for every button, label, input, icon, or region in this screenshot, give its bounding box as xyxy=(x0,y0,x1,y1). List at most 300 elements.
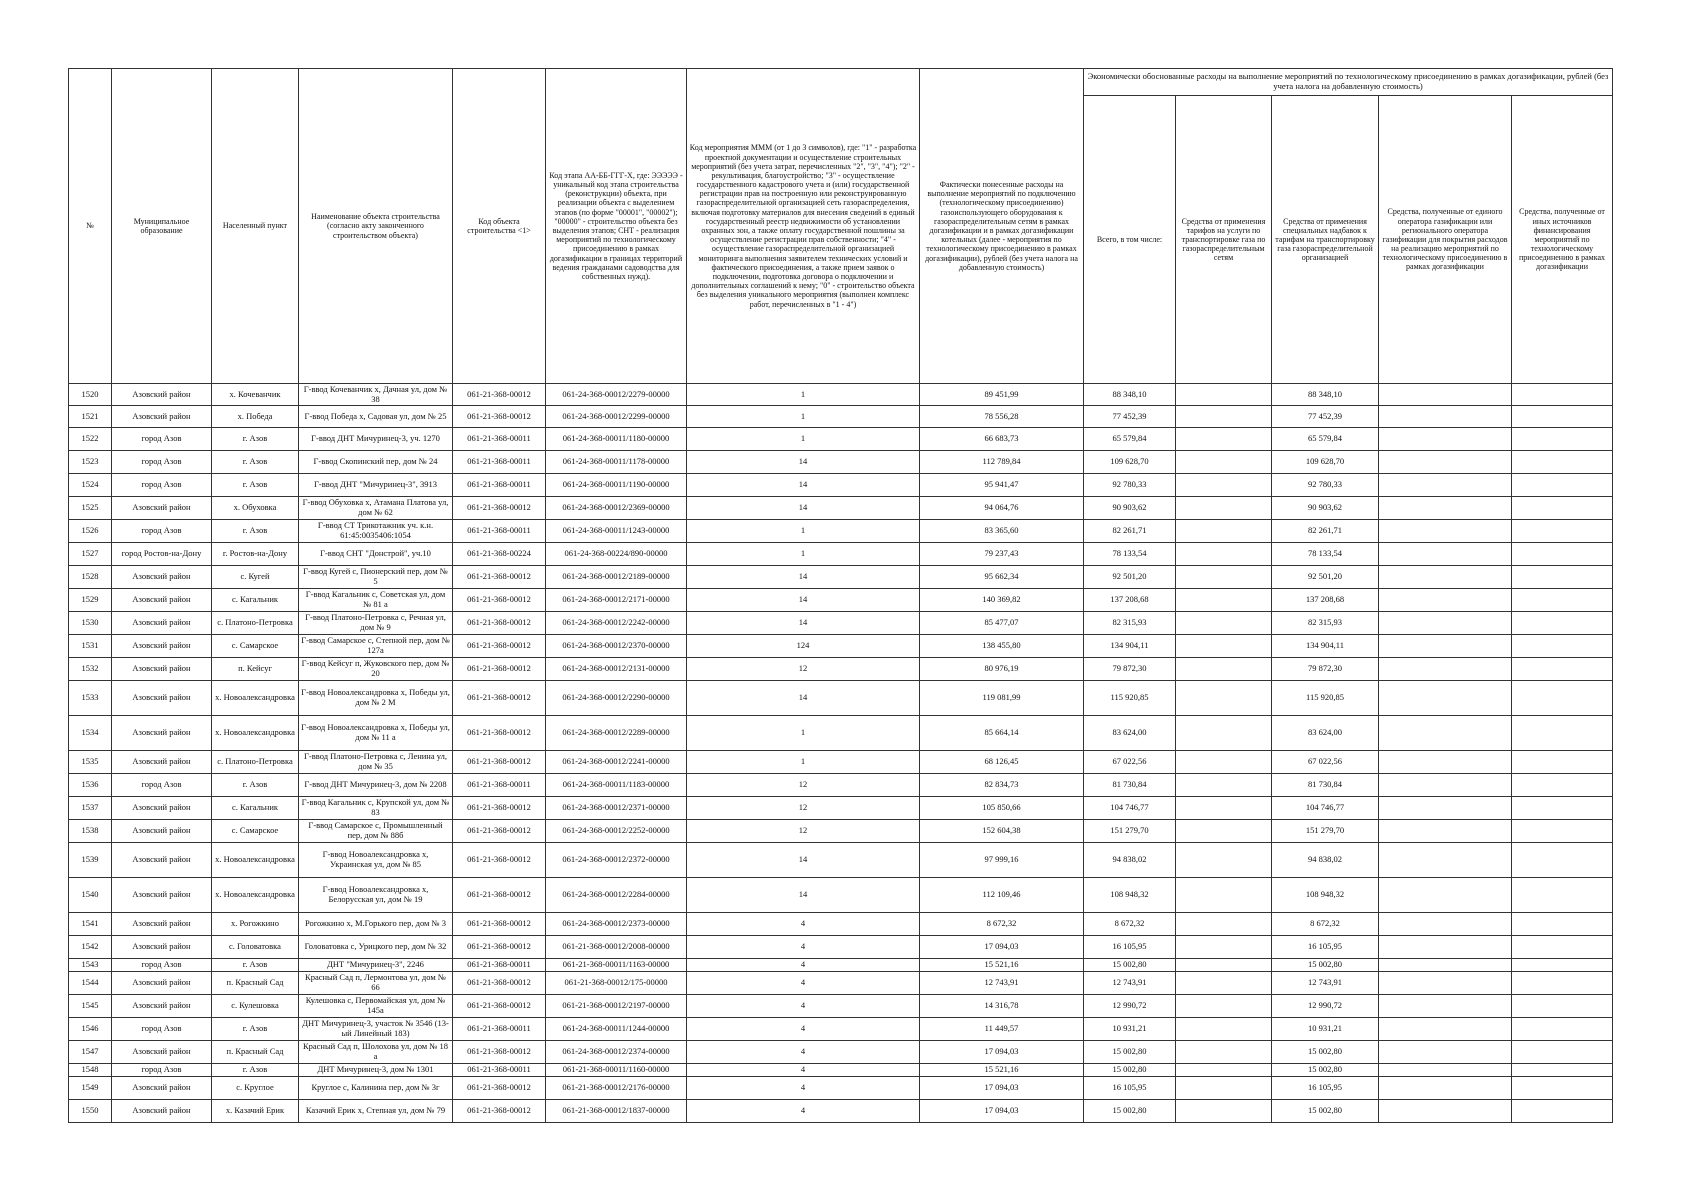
cell-object-code: 061-21-368-00011 xyxy=(453,451,546,474)
cell-object-name: Казачий Ерик х, Степная ул, дом № 79 xyxy=(299,1100,453,1123)
cell-stage-code: 061-24-368-00011/1243-00000 xyxy=(546,520,687,543)
table-row xyxy=(69,681,1613,716)
cell-municipality: Азовский район xyxy=(112,1077,212,1100)
cell-municipality: Азовский район xyxy=(112,635,212,658)
cell-actual-costs: 17 094,03 xyxy=(920,936,1084,959)
cell-actual-costs: 97 999,16 xyxy=(920,843,1084,878)
table-row xyxy=(69,716,1613,751)
cell-municipality: Азовский район xyxy=(112,589,212,612)
cell-municipality: Азовский район xyxy=(112,995,212,1018)
cell-num: 1549 xyxy=(69,1077,112,1100)
cell-tariffs xyxy=(1176,913,1272,936)
cell-num: 1535 xyxy=(69,751,112,774)
header-municipality: Муниципальное образование xyxy=(112,69,212,384)
cell-other xyxy=(1512,913,1613,936)
cell-municipality: Азовский район xyxy=(112,658,212,681)
cell-operator xyxy=(1379,959,1512,972)
cell-other xyxy=(1512,658,1613,681)
cell-actual-costs: 85 664,14 xyxy=(920,716,1084,751)
cell-object-code: 061-21-368-00011 xyxy=(453,1018,546,1041)
cell-tariffs xyxy=(1176,384,1272,406)
cell-object-name: Красный Сад п, Лермонтова ул, дом № 66 xyxy=(299,972,453,995)
cost-table xyxy=(68,68,1613,1123)
cell-stage-code: 061-24-368-00224/890-00000 xyxy=(546,543,687,566)
cell-municipality: Азовский район xyxy=(112,820,212,843)
cell-num: 1536 xyxy=(69,774,112,797)
cell-surcharges: 88 348,10 xyxy=(1272,384,1379,406)
table-row xyxy=(69,936,1613,959)
cell-num: 1538 xyxy=(69,820,112,843)
cell-tariffs xyxy=(1176,681,1272,716)
cell-object-name: Рогожкино х, М.Горького пер, дом № 3 xyxy=(299,913,453,936)
cell-stage-code: 061-24-368-00012/2369-00000 xyxy=(546,497,687,520)
cell-activity-code: 14 xyxy=(687,451,920,474)
cell-num: 1521 xyxy=(69,406,112,428)
table-row xyxy=(69,913,1613,936)
cell-stage-code: 061-24-368-00012/2370-00000 xyxy=(546,635,687,658)
table-row xyxy=(69,658,1613,681)
cell-other xyxy=(1512,681,1613,716)
cell-operator xyxy=(1379,589,1512,612)
cell-actual-costs: 14 316,78 xyxy=(920,995,1084,1018)
cell-actual-costs: 17 094,03 xyxy=(920,1077,1084,1100)
header-activity-code: Код мероприятия МММ (от 1 до 3 символов), где: "1" - разработка проектной документации и осуществление строительных мероприятий (без учета затрат, перечисленных "2", "3", "4"); "2" - рекультивация, благоустройство; "3" - осуществление государственного кадастрового учета и (или) государственной регистрации прав на построенную или реконструированную газораспределительной организацией сеть газораспределения, включая подготовку материалов для внесения сведений в единый государственный реестр недвижимости об установлении охранных зон, а также оплату государственной пошлины за осуществление регистрации прав собственности; "4" - осуществление газораспределительной организацией мониторинга выполнения заявителем технических условий и фактического присоединения, а также прием заявок о подключении, подготовка договора о подключении и дополнительных соглашений к нему; "0" - строительство объекта без выделения уникального мероприятия (выполнен комплекс работ, перечисленных в "1 - 4") xyxy=(687,69,920,384)
cell-settlement: п. Красный Сад xyxy=(212,972,299,995)
cell-num: 1539 xyxy=(69,843,112,878)
cell-tariffs xyxy=(1176,543,1272,566)
cell-settlement: х. Новоалександровка xyxy=(212,681,299,716)
cell-operator xyxy=(1379,820,1512,843)
cell-settlement: г. Азов xyxy=(212,428,299,451)
cell-object-name: Г-ввод ДНТ Мичуринец-3, уч. 1270 xyxy=(299,428,453,451)
table-row xyxy=(69,959,1613,972)
cell-object-name: Кулешовка с, Первомайская ул, дом № 145а xyxy=(299,995,453,1018)
cell-object-code: 061-21-368-00012 xyxy=(453,797,546,820)
cell-tariffs xyxy=(1176,820,1272,843)
cell-surcharges: 12 743,91 xyxy=(1272,972,1379,995)
cell-surcharges: 94 838,02 xyxy=(1272,843,1379,878)
cell-operator xyxy=(1379,635,1512,658)
cell-actual-costs: 119 081,99 xyxy=(920,681,1084,716)
cell-actual-costs: 85 477,07 xyxy=(920,612,1084,635)
cell-operator xyxy=(1379,612,1512,635)
cell-object-code: 061-21-368-00011 xyxy=(453,774,546,797)
cell-total: 92 780,33 xyxy=(1084,474,1176,497)
cell-object-code: 061-21-368-00012 xyxy=(453,1100,546,1123)
cell-settlement: х. Казачий Ерик xyxy=(212,1100,299,1123)
cell-municipality: город Азов xyxy=(112,1064,212,1077)
cell-object-code: 061-21-368-00012 xyxy=(453,936,546,959)
cell-total: 65 579,84 xyxy=(1084,428,1176,451)
cell-object-name: ДНТ "Мичуринец-3", 2246 xyxy=(299,959,453,972)
cell-other xyxy=(1512,878,1613,913)
cell-operator xyxy=(1379,428,1512,451)
cell-settlement: х. Новоалександровка xyxy=(212,716,299,751)
cell-object-code: 061-21-368-00012 xyxy=(453,384,546,406)
cell-activity-code: 4 xyxy=(687,972,920,995)
cell-object-name: Г-ввод Обуховка х, Атаманa Платова ул, дом № 62 xyxy=(299,497,453,520)
cell-settlement: с. Кагальник xyxy=(212,797,299,820)
cell-settlement: с. Самарское xyxy=(212,635,299,658)
cell-activity-code: 4 xyxy=(687,1100,920,1123)
cell-municipality: город Азов xyxy=(112,520,212,543)
cell-stage-code: 061-24-368-00011/1244-00000 xyxy=(546,1018,687,1041)
cell-municipality: город Азов xyxy=(112,1018,212,1041)
cell-surcharges: 109 628,70 xyxy=(1272,451,1379,474)
cell-surcharges: 15 002,80 xyxy=(1272,1100,1379,1123)
cell-actual-costs: 140 369,82 xyxy=(920,589,1084,612)
cell-total: 92 501,20 xyxy=(1084,566,1176,589)
cell-activity-code: 1 xyxy=(687,384,920,406)
cell-municipality: Азовский район xyxy=(112,1100,212,1123)
cell-object-code: 061-21-368-00011 xyxy=(453,959,546,972)
cell-stage-code: 061-21-368-00011/1160-00000 xyxy=(546,1064,687,1077)
cell-tariffs xyxy=(1176,774,1272,797)
cell-other xyxy=(1512,959,1613,972)
cell-surcharges: 16 105,95 xyxy=(1272,1077,1379,1100)
cell-num: 1528 xyxy=(69,566,112,589)
cell-surcharges: 77 452,39 xyxy=(1272,406,1379,428)
cell-settlement: г. Азов xyxy=(212,774,299,797)
cell-operator xyxy=(1379,497,1512,520)
header-total: Всего, в том числе: xyxy=(1084,96,1176,384)
cell-tariffs xyxy=(1176,1041,1272,1064)
cell-object-name: Г-ввод Новоалександровка х, Украинская ул, дом № 85 xyxy=(299,843,453,878)
cell-object-code: 061-21-368-00012 xyxy=(453,1077,546,1100)
table-row xyxy=(69,566,1613,589)
cell-object-code: 061-21-368-00012 xyxy=(453,878,546,913)
header-num: № xyxy=(69,69,112,384)
cell-total: 104 746,77 xyxy=(1084,797,1176,820)
cell-stage-code: 061-24-368-00012/2284-00000 xyxy=(546,878,687,913)
header-surcharges: Средства от применения специальных надбавок к тарифам на транспортировку газа газораспределительной организацией xyxy=(1272,96,1379,384)
cell-settlement: с. Кагальник xyxy=(212,589,299,612)
cell-other xyxy=(1512,635,1613,658)
cell-other xyxy=(1512,566,1613,589)
cell-object-code: 061-21-368-00012 xyxy=(453,566,546,589)
cell-operator xyxy=(1379,1064,1512,1077)
cell-settlement: с. Кулешовка xyxy=(212,995,299,1018)
cell-stage-code: 061-21-368-00012/2176-00000 xyxy=(546,1077,687,1100)
cell-surcharges: 12 990,72 xyxy=(1272,995,1379,1018)
cell-activity-code: 1 xyxy=(687,751,920,774)
cell-object-name: Головатовка с, Урицкого пер, дом № 32 xyxy=(299,936,453,959)
cell-actual-costs: 152 604,38 xyxy=(920,820,1084,843)
cell-stage-code: 061-24-368-00012/2373-00000 xyxy=(546,913,687,936)
cell-tariffs xyxy=(1176,497,1272,520)
cell-num: 1546 xyxy=(69,1018,112,1041)
cell-surcharges: 8 672,32 xyxy=(1272,913,1379,936)
cell-tariffs xyxy=(1176,716,1272,751)
cell-stage-code: 061-24-368-00012/2241-00000 xyxy=(546,751,687,774)
cell-tariffs xyxy=(1176,1064,1272,1077)
cell-surcharges: 65 579,84 xyxy=(1272,428,1379,451)
cell-total: 12 743,91 xyxy=(1084,972,1176,995)
cell-other xyxy=(1512,797,1613,820)
cell-municipality: город Азов xyxy=(112,474,212,497)
header-object-name: Наименование объекта строительства (согласно акту законченного строительством объекта) xyxy=(299,69,453,384)
cell-other xyxy=(1512,820,1613,843)
cell-tariffs xyxy=(1176,936,1272,959)
cell-num: 1527 xyxy=(69,543,112,566)
cell-municipality: город Азов xyxy=(112,774,212,797)
cell-operator xyxy=(1379,797,1512,820)
cell-operator xyxy=(1379,1100,1512,1123)
cell-object-name: Г-ввод Скопинский пер, дом № 24 xyxy=(299,451,453,474)
cell-surcharges: 15 002,80 xyxy=(1272,1064,1379,1077)
cell-activity-code: 14 xyxy=(687,681,920,716)
cell-tariffs xyxy=(1176,474,1272,497)
cell-actual-costs: 89 451,99 xyxy=(920,384,1084,406)
table-row xyxy=(69,612,1613,635)
cell-other xyxy=(1512,972,1613,995)
cell-municipality: город Ростов-на-Дону xyxy=(112,543,212,566)
cell-actual-costs: 78 556,28 xyxy=(920,406,1084,428)
cell-actual-costs: 79 237,43 xyxy=(920,543,1084,566)
cell-total: 108 948,32 xyxy=(1084,878,1176,913)
cell-object-code: 061-21-368-00012 xyxy=(453,589,546,612)
cell-num: 1529 xyxy=(69,589,112,612)
header-object-code: Код объекта строительства <1> xyxy=(453,69,546,384)
cell-other xyxy=(1512,1018,1613,1041)
header-group-justified-costs: Экономически обоснованные расходы на выполнение мероприятий по технологическому присоединению в рамках догазификации, рублей (без учета налога на добавленную стоимость) xyxy=(1084,69,1613,96)
cell-tariffs xyxy=(1176,520,1272,543)
cell-total: 134 904,11 xyxy=(1084,635,1176,658)
cell-object-code: 061-21-368-00012 xyxy=(453,913,546,936)
cell-municipality: Азовский район xyxy=(112,936,212,959)
cell-stage-code: 061-21-368-00012/2008-00000 xyxy=(546,936,687,959)
table-row xyxy=(69,995,1613,1018)
cell-total: 15 002,80 xyxy=(1084,959,1176,972)
cell-other xyxy=(1512,520,1613,543)
table-row xyxy=(69,878,1613,913)
cell-total: 88 348,10 xyxy=(1084,384,1176,406)
cell-stage-code: 061-24-368-00012/2279-00000 xyxy=(546,384,687,406)
cell-municipality: Азовский район xyxy=(112,878,212,913)
cell-num: 1544 xyxy=(69,972,112,995)
cell-object-name: Г-ввод Кейсуг п, Жуковского пер, дом № 20 xyxy=(299,658,453,681)
cell-activity-code: 1 xyxy=(687,406,920,428)
cell-object-name: Г-ввод ДНТ "Мичуринец-3", 3913 xyxy=(299,474,453,497)
cell-stage-code: 061-24-368-00012/2372-00000 xyxy=(546,843,687,878)
table-row xyxy=(69,589,1613,612)
cell-object-name: Круглое с, Калинина пер, дом № 3г xyxy=(299,1077,453,1100)
cell-total: 151 279,70 xyxy=(1084,820,1176,843)
cell-settlement: г. Азов xyxy=(212,451,299,474)
cell-actual-costs: 83 365,60 xyxy=(920,520,1084,543)
cell-surcharges: 90 903,62 xyxy=(1272,497,1379,520)
cell-object-name: ДНТ Мичуринец-3, дом № 1301 xyxy=(299,1064,453,1077)
cell-municipality: Азовский район xyxy=(112,913,212,936)
cell-stage-code: 061-21-368-00012/2197-00000 xyxy=(546,995,687,1018)
cell-object-code: 061-21-368-00012 xyxy=(453,716,546,751)
header-settlement: Населенный пункт xyxy=(212,69,299,384)
cell-actual-costs: 95 941,47 xyxy=(920,474,1084,497)
cell-stage-code: 061-24-368-00012/2299-00000 xyxy=(546,406,687,428)
cell-num: 1543 xyxy=(69,959,112,972)
cell-tariffs xyxy=(1176,406,1272,428)
cell-other xyxy=(1512,774,1613,797)
table-row xyxy=(69,1100,1613,1123)
cell-settlement: х. Победа xyxy=(212,406,299,428)
cell-surcharges: 92 780,33 xyxy=(1272,474,1379,497)
cell-other xyxy=(1512,1041,1613,1064)
cell-total: 109 628,70 xyxy=(1084,451,1176,474)
cell-total: 82 261,71 xyxy=(1084,520,1176,543)
cell-object-code: 061-21-368-00012 xyxy=(453,995,546,1018)
cell-municipality: город Азов xyxy=(112,428,212,451)
cell-operator xyxy=(1379,936,1512,959)
table-row xyxy=(69,972,1613,995)
cell-actual-costs: 15 521,16 xyxy=(920,1064,1084,1077)
cell-settlement: с. Кугей xyxy=(212,566,299,589)
cell-operator xyxy=(1379,451,1512,474)
cell-tariffs xyxy=(1176,843,1272,878)
cell-actual-costs: 112 789,84 xyxy=(920,451,1084,474)
cell-surcharges: 67 022,56 xyxy=(1272,751,1379,774)
cell-stage-code: 061-24-368-00012/2290-00000 xyxy=(546,681,687,716)
cell-total: 12 990,72 xyxy=(1084,995,1176,1018)
cell-tariffs xyxy=(1176,589,1272,612)
cell-actual-costs: 94 064,76 xyxy=(920,497,1084,520)
cell-operator xyxy=(1379,406,1512,428)
cell-stage-code: 061-24-368-00012/2371-00000 xyxy=(546,797,687,820)
document-sheet xyxy=(68,68,1613,1123)
cell-other xyxy=(1512,497,1613,520)
header-stage-code: Код этапа АА-ББ-ГГГ-Х, где: ЭЭЭЭЭ - уникальный код этапа строительства (реконструкции) объекта, при реализации объекта с выделением этапов (по форме "00001", "00002"); "00000" - строительство объекта без выделения этапов; СНТ - реализация мероприятий по технологическому присоединению в рамках догазификации в границах территорий ведения гражданами садоводства для собственных нужд). xyxy=(546,69,687,384)
cell-municipality: Азовский район xyxy=(112,612,212,635)
cell-object-code: 061-21-368-00012 xyxy=(453,406,546,428)
cell-municipality: Азовский район xyxy=(112,972,212,995)
table-row xyxy=(69,774,1613,797)
cell-municipality: Азовский район xyxy=(112,497,212,520)
cell-object-code: 061-21-368-00011 xyxy=(453,428,546,451)
cell-stage-code: 061-24-368-00012/2131-00000 xyxy=(546,658,687,681)
cell-municipality: Азовский район xyxy=(112,751,212,774)
cell-municipality: Азовский район xyxy=(112,406,212,428)
cell-activity-code: 4 xyxy=(687,995,920,1018)
cell-settlement: х. Обуховка xyxy=(212,497,299,520)
cell-total: 77 452,39 xyxy=(1084,406,1176,428)
cell-object-name: Г-ввод Победа х, Садовая ул, дом № 25 xyxy=(299,406,453,428)
cell-num: 1531 xyxy=(69,635,112,658)
cell-total: 115 920,85 xyxy=(1084,681,1176,716)
cell-activity-code: 1 xyxy=(687,428,920,451)
cell-actual-costs: 17 094,03 xyxy=(920,1041,1084,1064)
table-row xyxy=(69,751,1613,774)
cell-object-code: 061-21-368-00012 xyxy=(453,612,546,635)
cell-num: 1534 xyxy=(69,716,112,751)
header-tariffs: Средства от применения тарифов на услуги по транспортировке газа по газораспределительным сетям xyxy=(1176,96,1272,384)
cell-actual-costs: 8 672,32 xyxy=(920,913,1084,936)
cell-tariffs xyxy=(1176,995,1272,1018)
cell-object-name: Г-ввод СТ Трикотажник уч. к.н. 61:45:0035406:1054 xyxy=(299,520,453,543)
cell-activity-code: 12 xyxy=(687,797,920,820)
table-row xyxy=(69,1041,1613,1064)
cell-municipality: Азовский район xyxy=(112,384,212,406)
cell-tariffs xyxy=(1176,566,1272,589)
cell-num: 1530 xyxy=(69,612,112,635)
cell-surcharges: 78 133,54 xyxy=(1272,543,1379,566)
cell-actual-costs: 66 683,73 xyxy=(920,428,1084,451)
cell-operator xyxy=(1379,474,1512,497)
cell-object-name: Г-ввод Новоалександровка х, Победы ул, дом № 2 М xyxy=(299,681,453,716)
cell-num: 1540 xyxy=(69,878,112,913)
cell-stage-code: 061-24-368-00011/1190-00000 xyxy=(546,474,687,497)
cell-stage-code: 061-24-368-00011/1180-00000 xyxy=(546,428,687,451)
cell-num: 1542 xyxy=(69,936,112,959)
cell-settlement: х. Новоалександровка xyxy=(212,878,299,913)
header-actual-costs: Фактически понесенные расходы на выполнение мероприятий по подключению (технологическому присоединению) газоиспользующего оборудования к газораспределительным сетям в рамках догазификации и в рамках догазификации котельных (далее - мероприятия по технологическому присоединению в рамках догазификации), рублей (без учета налога на добавленную стоимость) xyxy=(920,69,1084,384)
cell-num: 1545 xyxy=(69,995,112,1018)
cell-activity-code: 4 xyxy=(687,959,920,972)
cell-stage-code: 061-24-368-00011/1178-00000 xyxy=(546,451,687,474)
cell-surcharges: 15 002,80 xyxy=(1272,959,1379,972)
cell-operator xyxy=(1379,543,1512,566)
cell-other xyxy=(1512,1100,1613,1123)
cell-other xyxy=(1512,936,1613,959)
table-row xyxy=(69,797,1613,820)
table-row xyxy=(69,820,1613,843)
cell-municipality: Азовский район xyxy=(112,716,212,751)
table-row xyxy=(69,543,1613,566)
cell-activity-code: 4 xyxy=(687,1064,920,1077)
cell-total: 137 208,68 xyxy=(1084,589,1176,612)
cell-settlement: с. Платоно-Петровка xyxy=(212,751,299,774)
cell-surcharges: 81 730,84 xyxy=(1272,774,1379,797)
cell-activity-code: 14 xyxy=(687,843,920,878)
cell-municipality: город Азов xyxy=(112,451,212,474)
table-row xyxy=(69,1077,1613,1100)
cell-object-name: Г-ввод СНТ "Донстрой", уч.10 xyxy=(299,543,453,566)
table-row xyxy=(69,843,1613,878)
cell-surcharges: 15 002,80 xyxy=(1272,1041,1379,1064)
cell-operator xyxy=(1379,520,1512,543)
cell-total: 15 002,80 xyxy=(1084,1064,1176,1077)
cell-actual-costs: 82 834,73 xyxy=(920,774,1084,797)
cell-operator xyxy=(1379,843,1512,878)
cell-activity-code: 4 xyxy=(687,1077,920,1100)
cell-num: 1523 xyxy=(69,451,112,474)
cell-object-name: Красный Сад п, Шолохова ул, дом № 18 а xyxy=(299,1041,453,1064)
cell-municipality: Азовский район xyxy=(112,797,212,820)
cell-activity-code: 12 xyxy=(687,774,920,797)
cell-operator xyxy=(1379,878,1512,913)
cell-activity-code: 4 xyxy=(687,1018,920,1041)
cell-other xyxy=(1512,474,1613,497)
cell-total: 15 002,80 xyxy=(1084,1041,1176,1064)
cell-object-name: Г-ввод Новоалександровка х, Белорусская ул, дом № 19 xyxy=(299,878,453,913)
cell-stage-code: 061-24-368-00012/2242-00000 xyxy=(546,612,687,635)
cell-other xyxy=(1512,1077,1613,1100)
cell-tariffs xyxy=(1176,635,1272,658)
cell-tariffs xyxy=(1176,612,1272,635)
cell-other xyxy=(1512,751,1613,774)
cell-other xyxy=(1512,1064,1613,1077)
cell-object-code: 061-21-368-00011 xyxy=(453,520,546,543)
table-row xyxy=(69,451,1613,474)
cell-object-name: Г-ввод Самарское с, Промышленный пер, дом № 88б xyxy=(299,820,453,843)
cell-object-code: 061-21-368-00011 xyxy=(453,474,546,497)
cell-settlement: с. Круглое xyxy=(212,1077,299,1100)
cell-municipality: Азовский район xyxy=(112,566,212,589)
table-row xyxy=(69,428,1613,451)
cell-num: 1533 xyxy=(69,681,112,716)
cell-num: 1532 xyxy=(69,658,112,681)
cell-num: 1526 xyxy=(69,520,112,543)
cell-activity-code: 12 xyxy=(687,820,920,843)
table-body xyxy=(69,384,1613,1123)
